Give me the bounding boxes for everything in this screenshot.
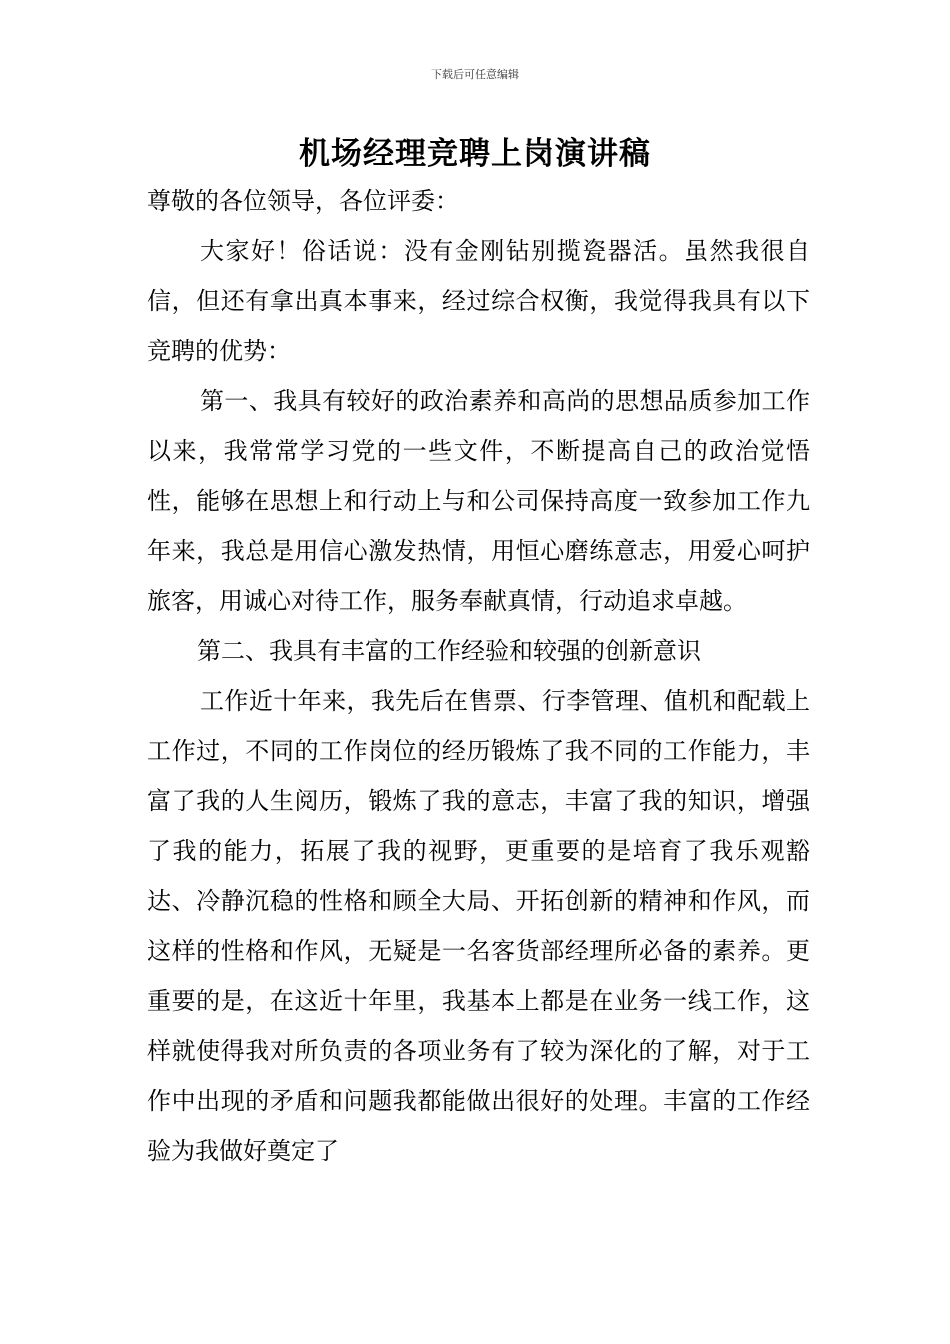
paragraph-intro: 大家好！俗话说：没有金刚钻别揽瓷器活。虽然我很自信，但还有拿出真本事来，经过综合权衡，我觉得我具有以下竞聘的优势： bbox=[147, 237, 810, 365]
header-note: 下载后可任意编辑 bbox=[431, 68, 519, 81]
document-title: 机场经理竞聘上岗演讲稿 bbox=[299, 136, 651, 172]
paragraph-experience: 工作近十年来，我先后在售票、行李管理、值机和配载上工作过，不同的工作岗位的经历锻炼了我不同的工作能力，丰富了我的人生阅历，锻炼了我的意志，丰富了我的知识，增强了我的能力，拓展了我的视野，更重要的是培育了我乐观豁达、冷静沉稳的性格和顾全大局、开拓创新的精神和作风，而这样的性格和作风，无疑是一名客货部经理所必备的素养。更重要的是，在这近十年里，我基本上都是在业务一线工作，这样就使得我对所负责的各项业务有了较为深化的了解，对于工作中出现的矛盾和问题我都能做出很好的处理。丰富的工作经验为我做好奠定了 bbox=[147, 687, 810, 1165]
document-body bbox=[147, 176, 810, 1176]
paragraph-point-two-heading: 第二、我具有丰富的工作经验和较强的创新意识 bbox=[197, 637, 701, 665]
paragraph-point-one: 第一、我具有较好的政治素养和高尚的思想品质参加工作以来，我常常学习党的一些文件，不断提高自己的政治觉悟性，能够在思想上和行动上与和公司保持高度一致参加工作九年来，我总是用信心激发热情，用恒心磨练意志，用爱心呵护旅客，用诚心对待工作，服务奉献真情，行动追求卓越。 bbox=[147, 387, 810, 615]
salutation: 尊敬的各位领导，各位评委： bbox=[147, 187, 459, 215]
